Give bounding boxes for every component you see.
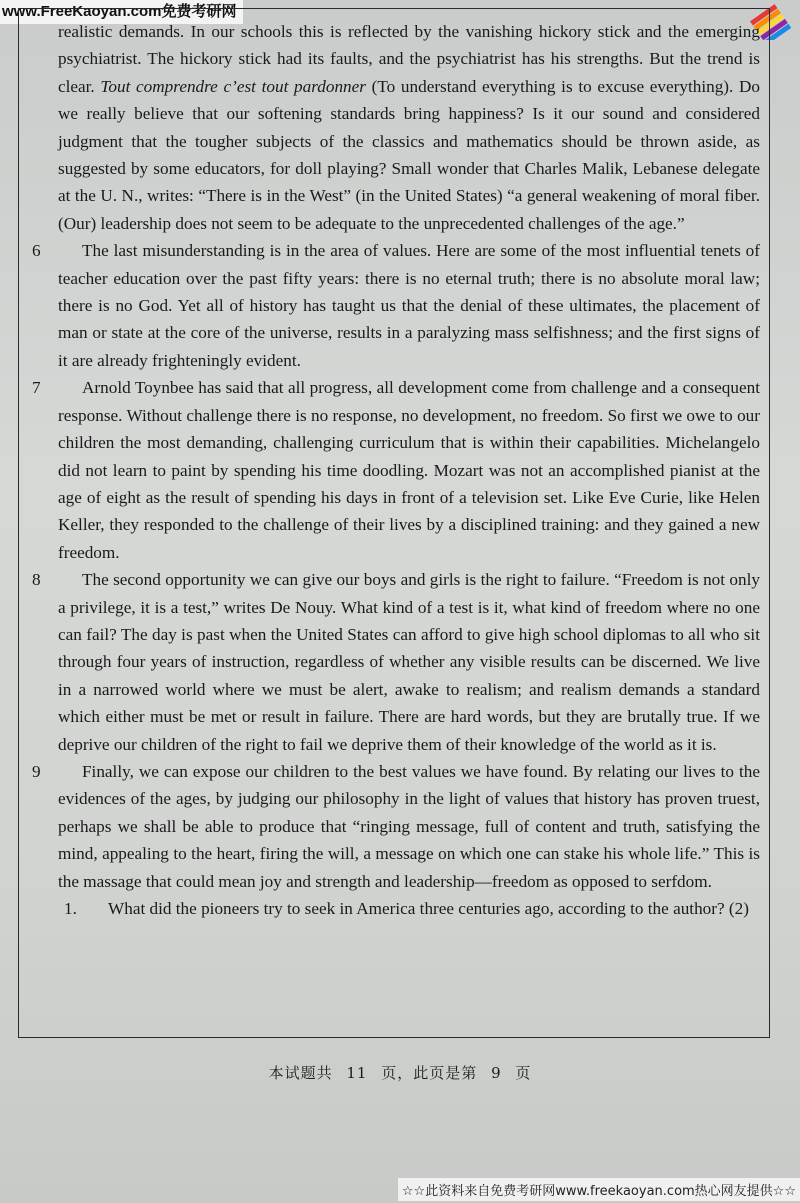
footer-total-pages: 11 xyxy=(346,1064,368,1082)
question-item xyxy=(58,895,760,922)
question-text: What did the pioneers try to seek in America three centuries ago, according to the author? (2) xyxy=(108,899,749,918)
paragraph xyxy=(32,566,760,758)
paragraph-text: Finally, we can expose our children to the best values we have found. By relating our lives to the evidences of the ages, by judging our philosophy in the light of values that history has proven truest, perhaps we shall be able to produce that “ringing message, full of content and truth, satisfying the mind, appealing to the heart, firing the will, a message on which one can stake his whole life.” This is the massage that could mean joy and strength and leadership—freedom as opposed to serfdom. xyxy=(58,761,760,891)
paragraph-text: The last misunderstanding is in the area of values. Here are some of the most influential tenets of teacher education over the past fifty years: there is no eternal truth; there is no absolute moral law; there is no God. Yet all of history has taught us that the denial of these ultimates, the placement of man or state at the core of the universe, results in a paralyzing mass selfishness; and the first signs of it are already frighteningly evident. xyxy=(58,241,760,370)
footer-current-page: 9 xyxy=(491,1064,502,1082)
site-watermark-top: www.FreeKaoyan.com免费考研网 xyxy=(0,0,243,24)
paragraph-text: Arnold Toynbee has said that all progress, all development come from challenge and a consequent response. Without challenge there is no response, no development, no freedom. So first we owe to our children the most demanding, challenging curriculum that is within their capabilities. Michelangelo did not learn to paint by spending his time doodling. Mozart was not an accomplished pianist at the age of eight as the result of spending his days in front of a television set. Like Eve Curie, like Helen Keller, they responded to the challenge of their lives by a disciplined training: and they gained a new freedom. xyxy=(58,378,760,562)
paragraph-number: 9 xyxy=(32,761,41,781)
paragraph xyxy=(32,237,760,374)
footer-prefix: 本试题共 xyxy=(268,1064,333,1082)
paragraph-number: 7 xyxy=(32,378,41,398)
page-footer xyxy=(0,1062,800,1083)
paragraph-text: (To understand everything is to excuse everything). Do we really believe that our softening standards bring happiness? Is it our sound and considered judgment that the tougher subjects of the classics and mathematics should be thrown aside, as suggested by some educators, for doll playing? Small wonder that Charles Malik, Lebanese delegate at the U. N., writes: “There is in the West” (in the United States) “a general weakening of moral fiber. (Our) leadership does not seem to be adequate to the unprecedented challenges of the age.” xyxy=(58,76,760,233)
site-watermark-bottom: ☆☆此资料来自免费考研网www.freekaoyan.com热心网友提供☆☆ xyxy=(398,1178,800,1201)
passage-content xyxy=(32,18,760,922)
paragraph xyxy=(58,18,760,237)
question-number: 1. xyxy=(64,899,77,918)
paragraph-number: 8 xyxy=(32,570,41,590)
paragraph-text: The second opportunity we can give our boys and girls is the right to failure. “Freedom is not only a privilege, it is a test,” writes De Nouy. What kind of a test is it, what kind of freedom where no one can fail? The day is past when the United States can afford to give high school diplomas to all who sit through four years of instruction, regardless of whether any visible results can be discerned. We live in a narrowed world where we must be alert, awake to realism; and realism demands a standard which either must be met or result in failure. There are hard words, but they are brutally true. If we deprive our children of the right to fail we deprive them of their knowledge of the world as it is. xyxy=(58,570,760,754)
paragraph xyxy=(32,374,760,566)
paragraph-number: 6 xyxy=(32,241,41,261)
paragraph xyxy=(32,758,760,895)
paragraph-text: realistic demands. In our schools this is reflected by the vanishing hickory stick and the emerging psychiatrist. The hickory stick had its faults, and the psychiatrist has his strengths. But the trend is clear. xyxy=(58,22,760,96)
footer-suffix: 页 xyxy=(515,1064,532,1082)
passage-paragraphs xyxy=(32,18,760,895)
footer-middle: 页，此页是第 xyxy=(381,1064,478,1082)
italic-phrase: Tout comprendre c’est tout pardonner xyxy=(100,76,366,96)
